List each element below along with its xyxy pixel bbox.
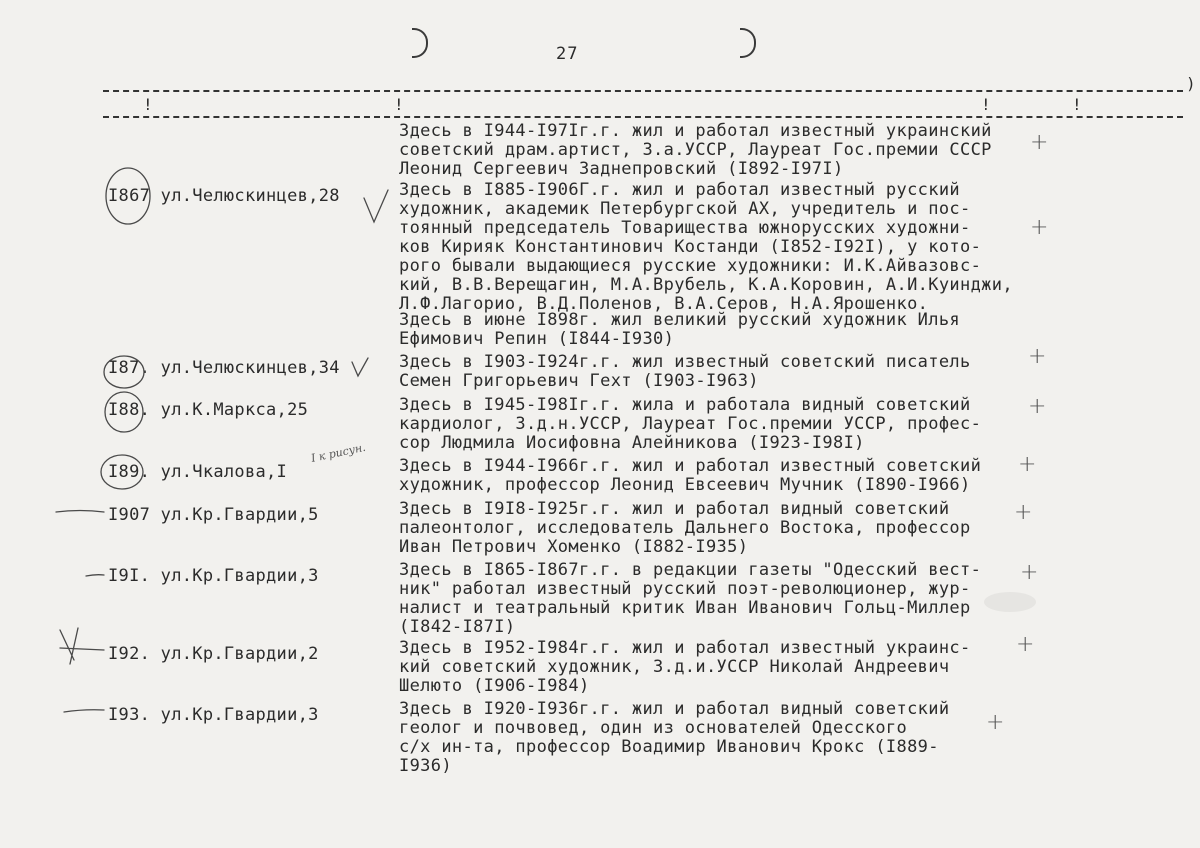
check-mark: + <box>1030 130 1049 155</box>
description-line: Шелюто (I906-I984) <box>399 676 590 696</box>
check-mark: + <box>1028 394 1047 419</box>
address: I9I. ул.Кр.Гвардии,3 <box>108 566 319 586</box>
description-line: Здесь в I944-I97Iг.г. жил и работал известный украинский <box>399 121 992 141</box>
address: I89. ул.Чкалова,I <box>108 462 288 482</box>
check-mark: + <box>1030 215 1049 240</box>
description-line: Здесь в I9I8-I925г.г. жил и работал видный советский <box>399 499 950 519</box>
description-line: советский драм.артист, З.а.УССР, Лауреат Гос.премии СССР <box>399 140 992 160</box>
description-line: Семен Григорьевич Гехт (I903-I963) <box>399 371 759 391</box>
description-line: тоянный председатель Товарищества южнорусских художни- <box>399 218 971 238</box>
description-line: кий советский художник, З.д.и.УССР Николай Андреевич <box>399 657 950 677</box>
description-line: кардиолог, З.д.н.УССР, Лауреат Гос.премии УССР, профес- <box>399 414 982 434</box>
description-line: сор Людмила Иосифовна Алейникова (I923-I98I) <box>399 433 865 453</box>
description-line: Леонид Сергеевич Заднепровский (I892-I97I) <box>399 159 844 179</box>
description-line: Л.Ф.Лагорио, В.Д.Поленов, В.А.Серов, Н.А.Ярошенко. <box>399 294 929 314</box>
description-line: ник" работал известный русский поэт-революционер, жур- <box>399 579 971 599</box>
handwritten-note: I к рисун. <box>309 440 367 465</box>
description-line: Ефимович Репин (I844-I930) <box>399 329 675 349</box>
smudge-icon <box>984 592 1036 612</box>
description-line: Здесь в I952-I984г.г. жил и работал известный украинс- <box>399 638 971 658</box>
circle-mark-icon <box>105 392 143 432</box>
dash-mark-icon <box>56 511 104 513</box>
description-line: художник, академик Петербургской АХ, учредитель и пос- <box>399 199 971 219</box>
description-line: геолог и почвовед, один из основателей Одесского <box>399 718 908 738</box>
check-mark: + <box>1016 632 1035 657</box>
check-mark: + <box>986 710 1005 735</box>
description-line: Здесь в I944-I966г.г. жил и работал известный советский <box>399 456 982 476</box>
description-line: Здесь в I885-I906Г.г. жил и работал известный русский <box>399 180 960 200</box>
description-line: с/х ин-та, профессор Воадимир Иванович Крокс (I889- <box>399 737 939 757</box>
column-mark: ! <box>143 95 153 114</box>
description-line: Здесь в I903-I924г.г. жил известный советский писатель <box>399 352 971 372</box>
description-line: Здесь в I920-I936г.г. жил и работал видный советский <box>399 699 950 719</box>
address: I867 ул.Челюскинцев,28 <box>108 186 340 206</box>
circle-mark-icon <box>104 356 144 388</box>
description-line: (I842-I87I) <box>399 617 516 637</box>
column-mark: ! <box>1072 95 1082 114</box>
check-mark: + <box>1028 344 1047 369</box>
cross-mark-icon <box>60 628 104 664</box>
description-line: Здесь в I865-I867г.г. в редакции газеты "Одесский вест- <box>399 560 982 580</box>
description-line: рого бывали выдающиеся русские художники: И.К.Айвазовс- <box>399 256 982 276</box>
description-line: Здесь в июне I898г. жил великий русский художник Илья <box>399 310 960 330</box>
column-mark: ! <box>394 95 404 114</box>
dash-mark-icon <box>86 575 104 576</box>
circle-mark-icon <box>101 455 143 489</box>
address: I92. ул.Кр.Гвардии,2 <box>108 644 319 664</box>
edge-paren: ) <box>1186 74 1196 93</box>
description-line: налист и театральный критик Иван Иванович Гольц-Миллер <box>399 598 971 618</box>
description-line: ков Кирияк Константинович Костанди (I852-I92I), у кото- <box>399 237 982 257</box>
circle-mark-icon <box>106 168 150 224</box>
description-line: I936) <box>399 756 452 776</box>
dash-mark-icon <box>64 710 104 712</box>
column-mark: ! <box>981 95 991 114</box>
address: I907 ул.Кр.Гвардии,5 <box>108 505 319 525</box>
description-line: кий, В.В.Верещагин, М.А.Врубель, К.А.Коровин, А.И.Куинджи, <box>399 275 1013 295</box>
description-line: Иван Петрович Хоменко (I882-I935) <box>399 537 749 557</box>
address: I88. ул.К.Маркса,25 <box>108 400 309 420</box>
check-mark: + <box>1014 500 1033 525</box>
description-line: палеонтолог, исследователь Дальнего Востока, профессор <box>399 518 971 538</box>
check-mark: + <box>1020 560 1039 585</box>
description-line: Здесь в I945-I98Iг.г. жила и работала видный советский <box>399 395 971 415</box>
address: I87. ул.Челюскинцев,34 <box>108 358 340 378</box>
check-mark: + <box>1018 452 1037 477</box>
check-mark-icon <box>352 358 368 376</box>
check-mark-icon <box>364 190 388 222</box>
page-number: 27 <box>556 44 579 64</box>
description-line: художник, профессор Леонид Евсеевич Мучник (I890-I966) <box>399 475 971 495</box>
address: I93. ул.Кр.Гвардии,3 <box>108 705 319 725</box>
